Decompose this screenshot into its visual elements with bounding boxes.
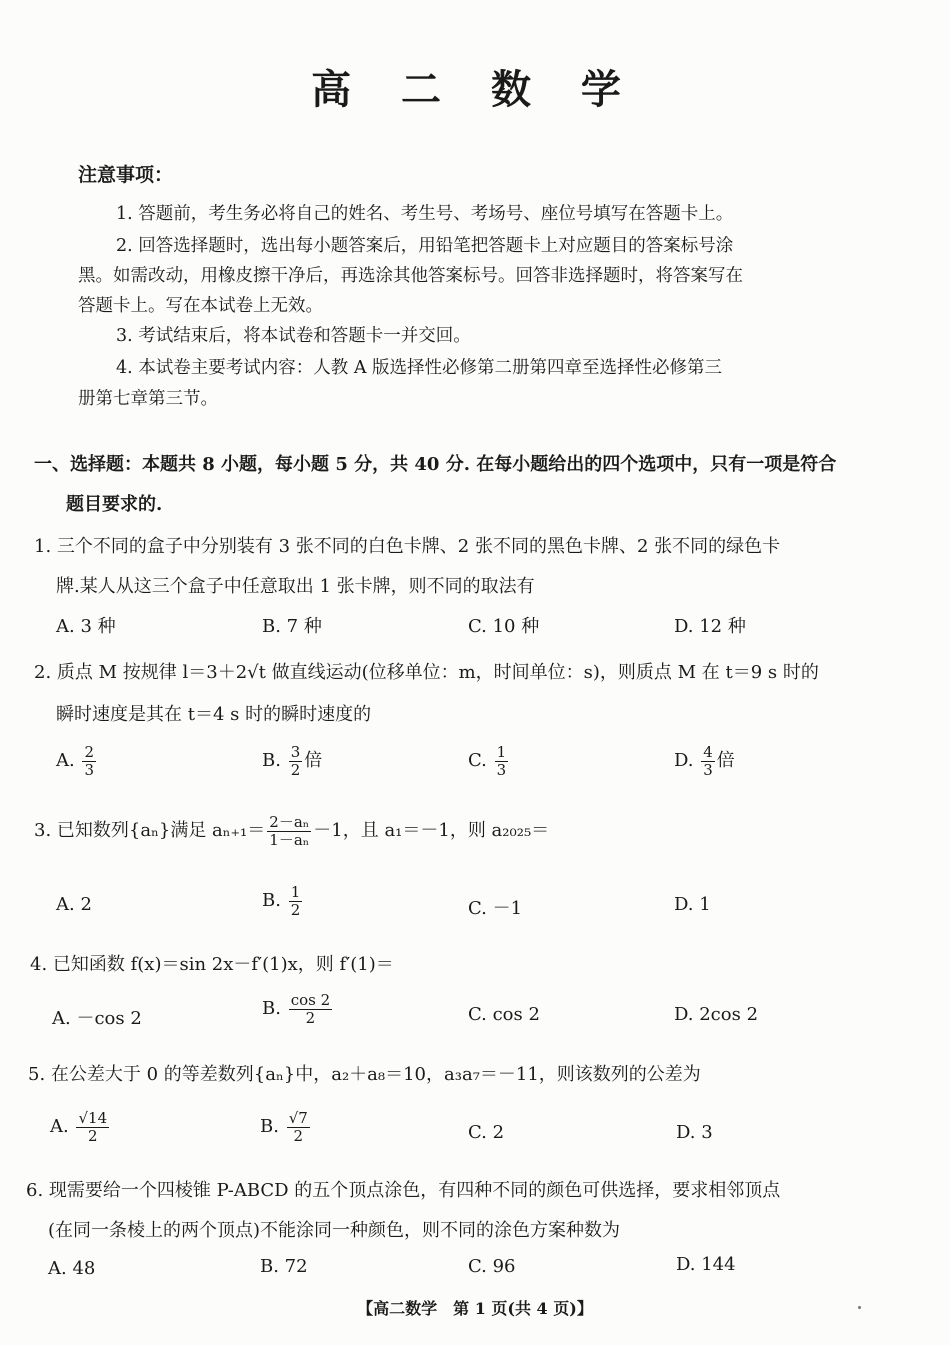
question-1-stem: 1. 三个不同的盒子中分别装有 3 张不同的白色卡牌、2 张不同的黑色卡牌、2 张不同的绿色卡 (34, 536, 781, 557)
question-6-option-c: C. 96 (468, 1256, 516, 1277)
question-3-option-c: C. －1 (468, 898, 523, 919)
scan-speck (858, 1306, 861, 1309)
question-4-stem: 4. 已知函数 f(x)＝sin 2x－f′(1)x，则 f′(1)＝ (30, 954, 394, 975)
notice-line: 黑。如需改动，用橡皮擦干净后，再选涂其他答案标号。回答非选择题时，将答案写在 (78, 266, 743, 286)
question-1-stem-cont: 牌.某人从这三个盒子中任意取出 1 张卡牌，则不同的取法有 (56, 576, 535, 597)
section-heading-cont: 题目要求的. (66, 494, 163, 515)
notice-line: 2. 回答选择题时，选出每小题答案后，用铅笔把答题卡上对应题目的答案标号涂 (116, 236, 734, 256)
notice-line: 1. 答题前，考生务必将自己的姓名、考生号、考场号、座位号填写在答题卡上。 (116, 204, 734, 224)
question-2-option-c: C. $\frac{1}{3}$ (468, 743, 507, 779)
question-6-option-d: D. 144 (676, 1254, 736, 1275)
question-6-option-b: B. 72 (260, 1256, 308, 1277)
question-6-stem-cont: (在同一条棱上的两个顶点)不能涂同一种颜色，则不同的涂色方案种数为 (48, 1220, 621, 1241)
question-5-option-c: C. 2 (468, 1122, 505, 1143)
question-3-option-a: A. 2 (56, 894, 92, 915)
question-5-stem: 5. 在公差大于 0 的等差数列{aₙ}中，a₂＋a₈＝10，a₃a₇＝－11，则该数列的公差为 (28, 1064, 701, 1085)
question-5-option-a: A. $\frac{√14}{2}$ (50, 1109, 108, 1145)
question-6-option-a: A. 48 (48, 1258, 96, 1279)
question-5-option-b: B. $\frac{√7}{2}$ (260, 1109, 308, 1145)
section-heading: 一、选择题：本题共 8 小题，每小题 5 分，共 40 分. 在每小题给出的四个选项中，只有一项是符合 (34, 454, 837, 475)
question-4-option-d: D. 2cos 2 (674, 1004, 759, 1025)
question-4-option-a: A. －cos 2 (52, 1008, 142, 1029)
question-1-option-a: A. 3 种 (56, 616, 116, 637)
notice-line: 4. 本试卷主要考试内容：人教 A 版选择性必修第二册第四章至选择性必修第三 (116, 358, 723, 378)
question-2-option-d: D. $\frac{4}{3}$ 倍 (674, 743, 735, 779)
question-1-option-c: C. 10 种 (468, 616, 540, 637)
notice-line: 答题卡上。写在本试卷上无效。 (78, 296, 323, 316)
question-4-option-c: C. cos 2 (468, 1004, 540, 1025)
question-5-option-d: D. 3 (676, 1122, 713, 1143)
notice-heading: 注意事项： (78, 164, 174, 186)
notice-line: 3. 考试结束后，将本试卷和答题卡一并交回。 (116, 326, 471, 346)
question-2-option-b: B. $\frac{3}{2}$ 倍 (262, 743, 323, 779)
question-2-stem: 2. 质点 M 按规律 l＝3＋2√t 做直线运动(位移单位：m，时间单位：s)，则质点 M 在 t＝9 s 时的 (34, 662, 819, 683)
page-footer: 【高二数学 第 1 页(共 4 页)】 (357, 1299, 593, 1318)
question-3-option-d: D. 1 (674, 894, 711, 915)
question-4-option-b: B. $\frac{\cos 2}{2}$ (262, 991, 331, 1027)
question-2-stem-cont: 瞬时速度是其在 t＝4 s 时的瞬时速度的 (56, 704, 372, 725)
page-title: 高 二 数 学 (311, 66, 639, 113)
question-3-option-b: B. $\frac{1}{2}$ (262, 883, 301, 919)
question-6-stem: 6. 现需要给一个四棱锥 P-ABCD 的五个顶点涂色，有四种不同的颜色可供选择，要求相邻顶点 (26, 1180, 781, 1201)
question-1-option-d: D. 12 种 (674, 616, 746, 637)
notice-line: 册第七章第三节。 (78, 389, 218, 409)
question-3-stem: 3. 已知数列{aₙ}满足 aₙ₊₁＝ $\frac{\text{2－aₙ}}{\text{1－aₙ}}$ －1，且 a₁＝－1，则 a₂₀₂₅＝ (34, 813, 550, 849)
question-1-option-b: B. 7 种 (262, 616, 322, 637)
question-2-option-a: A. $\frac{2}{3}$ (56, 743, 95, 779)
